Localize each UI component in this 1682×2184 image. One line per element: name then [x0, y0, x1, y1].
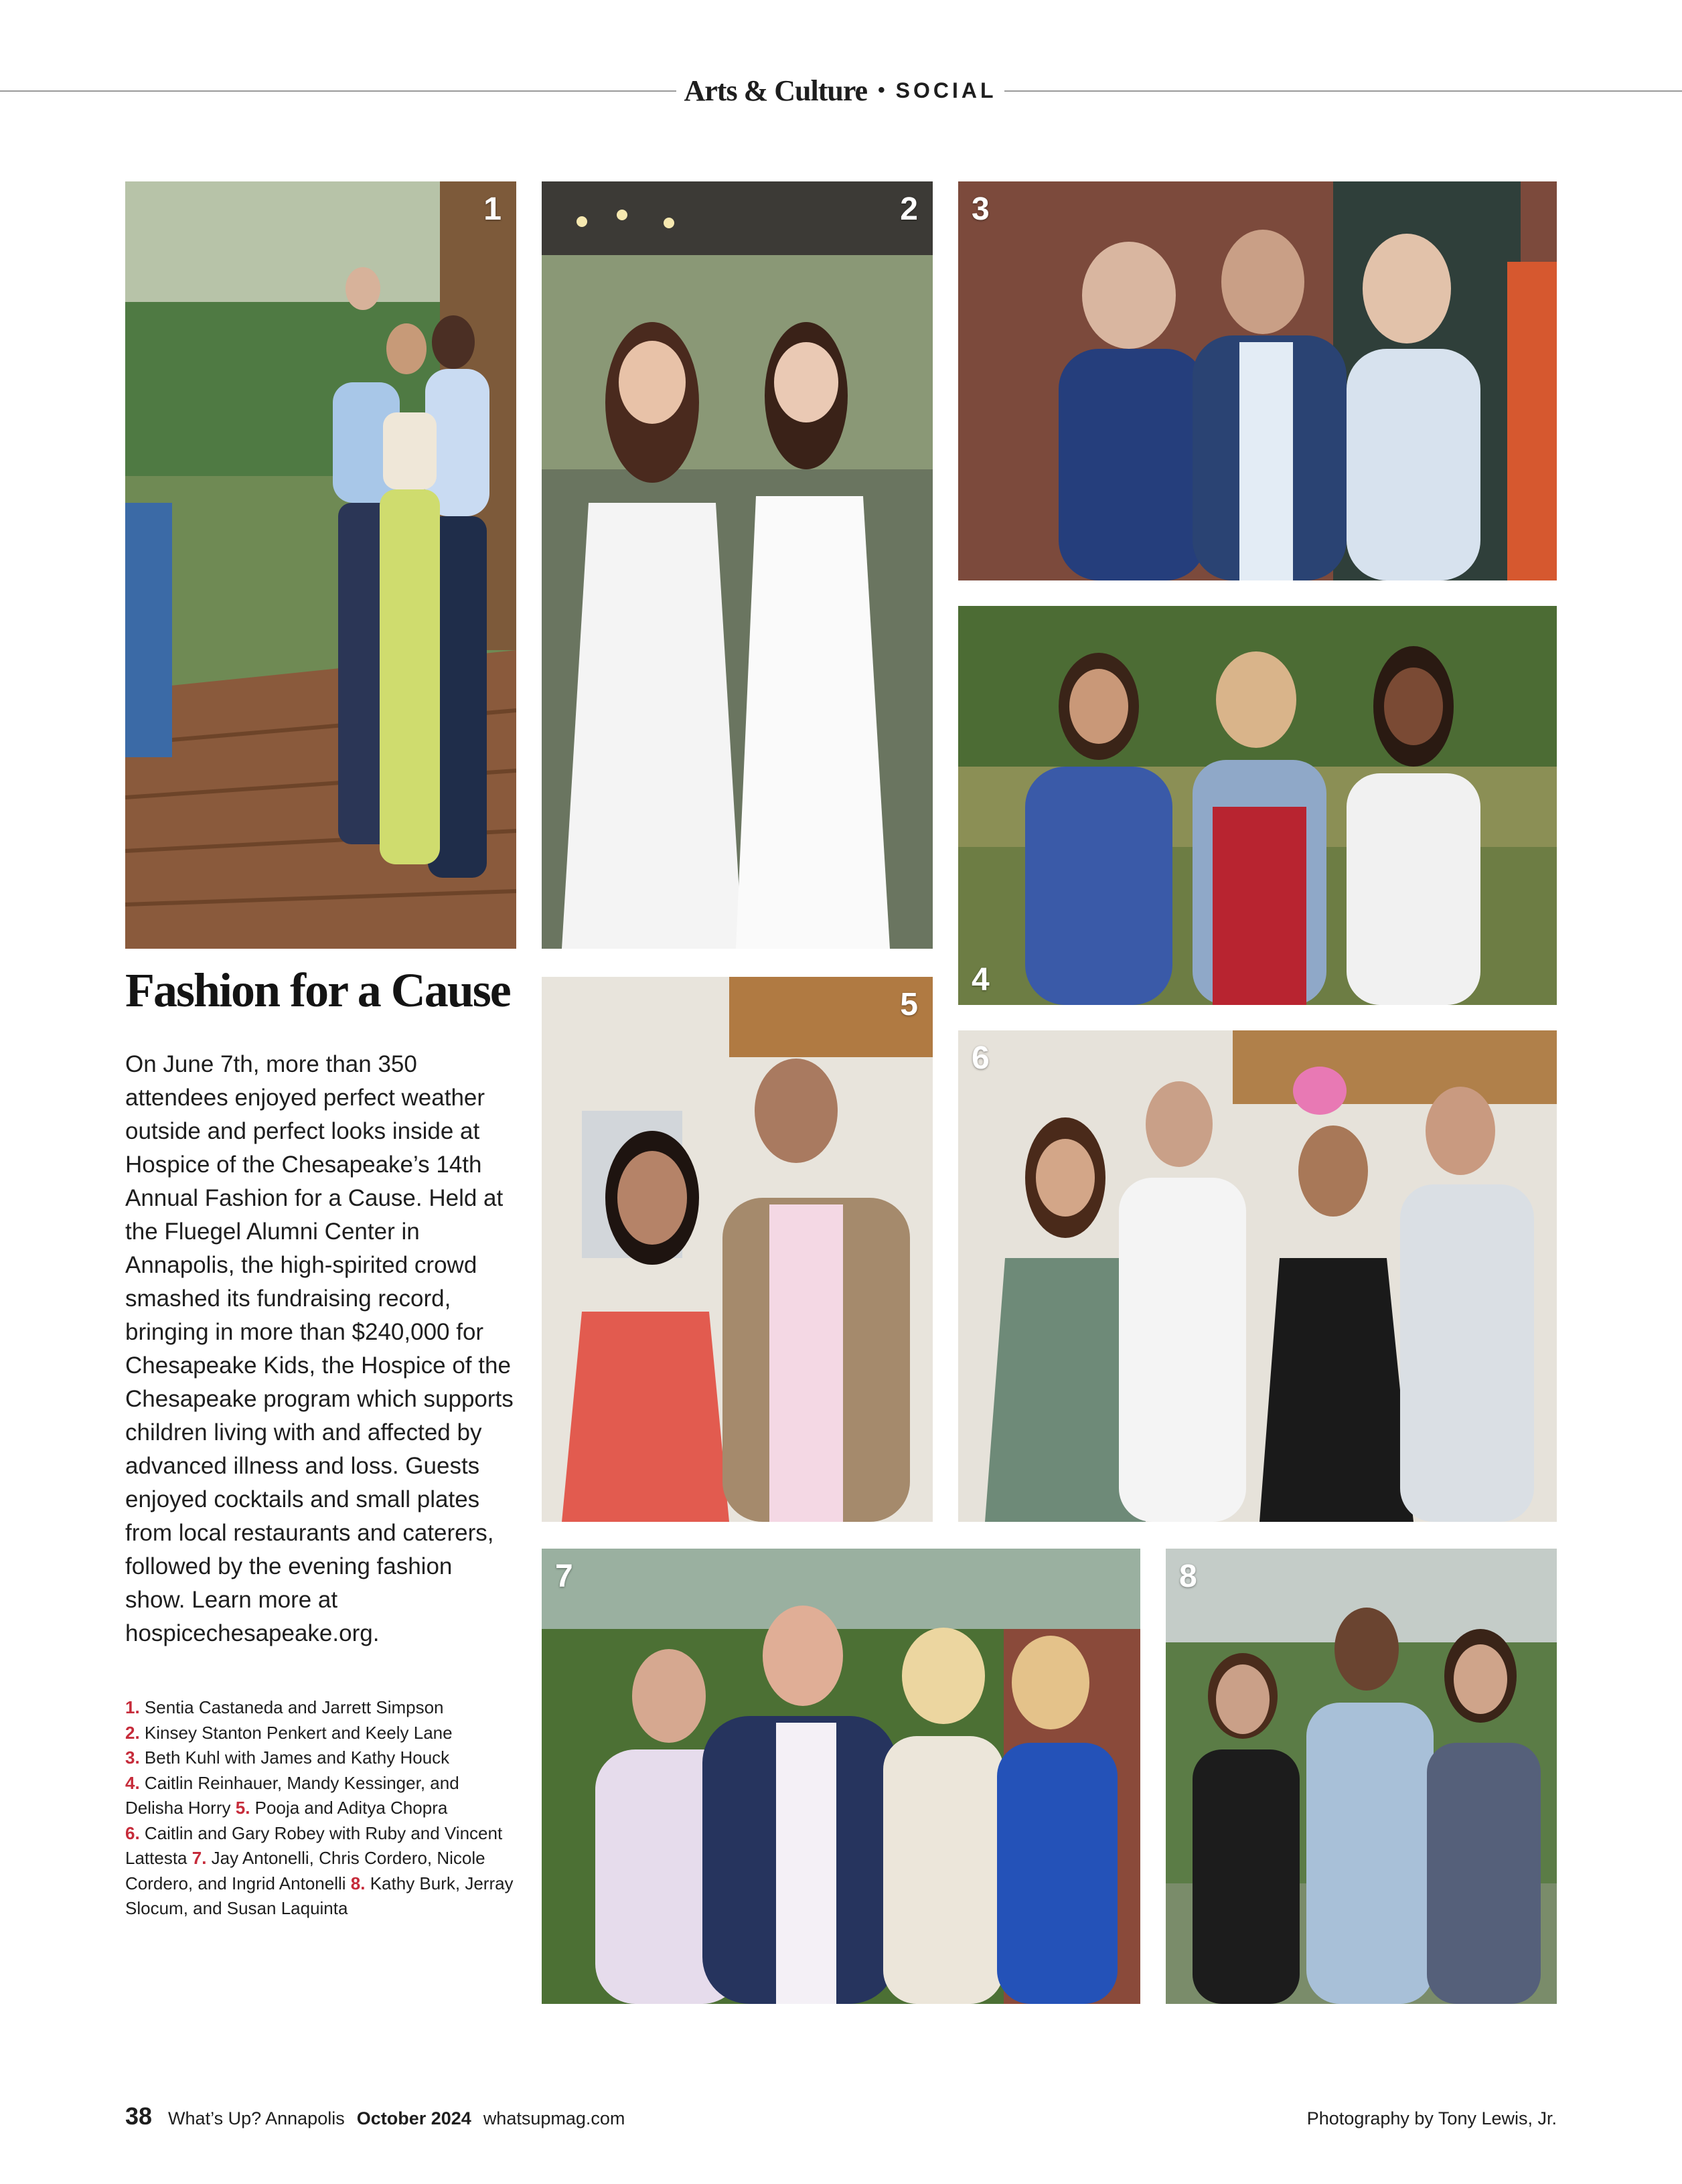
photo-2	[542, 181, 933, 949]
header-rule-left	[0, 90, 676, 92]
photo-5-number: 5	[900, 987, 918, 1022]
caption-text: Caitlin and Gary Robey with Ruby and Vincent Lattesta	[125, 1822, 503, 1868]
section-header	[683, 67, 998, 114]
section-name: Arts & Culture	[684, 74, 868, 107]
caption-text: Beth Kuhl with James and Kathy Houck	[144, 1747, 450, 1768]
publication-name: What’s Up? Annapolis	[168, 2108, 345, 2128]
photo-4	[958, 606, 1557, 1005]
caption-text: Jay Antonelli, Chris Cordero, Nicole Cordero, and Ingrid Antonelli	[125, 1848, 485, 1893]
issue-date: October 2024	[356, 2108, 471, 2128]
caption-number: 8.	[350, 1873, 366, 1893]
section-tag: SOCIAL	[895, 78, 997, 102]
photo-1-image	[125, 181, 516, 949]
photo-6	[958, 1030, 1557, 1522]
caption-text: Kathy Burk, Jerray Slocum, and Susan Laquinta	[125, 1873, 514, 1918]
photo-6-number: 6	[972, 1040, 990, 1076]
caption-text: Caitlin Reinhauer, Mandy Kessinger, and Delisha Horry	[125, 1772, 459, 1818]
photo-8-image	[1166, 1549, 1557, 2004]
photo-4-image	[958, 606, 1557, 1005]
caption-number: 1.	[125, 1697, 140, 1717]
page-footer	[125, 2102, 1557, 2136]
header-rule-right	[1004, 90, 1682, 92]
website-url: whatsupmag.com	[483, 2108, 625, 2128]
caption-text: Sentia Castaneda and Jarrett Simpson	[144, 1697, 444, 1717]
caption-number: 4.	[125, 1772, 140, 1793]
caption-number: 2.	[125, 1722, 140, 1743]
article-body: On June 7th, more than 350 attendees enjoyed perfect weather outside and perfect looks inside at Hospice of the Chesapeake’s 14th Annual Fashion for a Cause. Held at the Fluegel Alumni Center in Annapolis, the high-spirited crowd smashed its fundraising record, bringing in more than $240,000 for Chesapeake Kids, the Hospice of the Chesapeake program which supports children living with and affected by advanced illness and loss. Guests enjoyed cocktails and small plates from local restaurants and caterers, followed by the evening fashion show. Learn more at hospicechesapeake.org.	[125, 1051, 514, 1646]
photo-3	[958, 181, 1557, 580]
photo-2-number: 2	[900, 191, 918, 227]
caption-number: 5.	[235, 1798, 250, 1818]
photo-3-image	[958, 181, 1557, 580]
caption-number: 6.	[125, 1822, 140, 1843]
photo-2-image	[542, 181, 933, 949]
photo-1	[125, 181, 516, 949]
photo-7	[542, 1549, 1140, 2004]
caption-number: 3.	[125, 1747, 140, 1768]
page-number: 38	[125, 2102, 153, 2130]
photo-captions	[125, 1695, 520, 1922]
photo-7-number: 7	[555, 1559, 573, 1594]
photo-4-number: 4	[972, 962, 990, 998]
caption-text: Kinsey Stanton Penkert and Keely Lane	[144, 1722, 453, 1743]
photo-1-number: 1	[483, 191, 502, 227]
photo-5-image	[542, 977, 933, 1522]
photo-6-image	[958, 1030, 1557, 1522]
photo-3-number: 3	[972, 191, 990, 227]
caption-text: Pooja and Aditya Chopra	[254, 1798, 448, 1818]
photo-8-number: 8	[1179, 1559, 1197, 1594]
caption-number: 7.	[192, 1848, 207, 1868]
photo-7-image	[542, 1549, 1140, 2004]
photo-5	[542, 977, 933, 1522]
article-headline: Fashion for a Cause	[125, 963, 510, 1017]
photo-8	[1166, 1549, 1557, 2004]
section-separator: •	[878, 79, 885, 101]
photo-credit: Photography by Tony Lewis, Jr.	[1306, 2108, 1557, 2128]
